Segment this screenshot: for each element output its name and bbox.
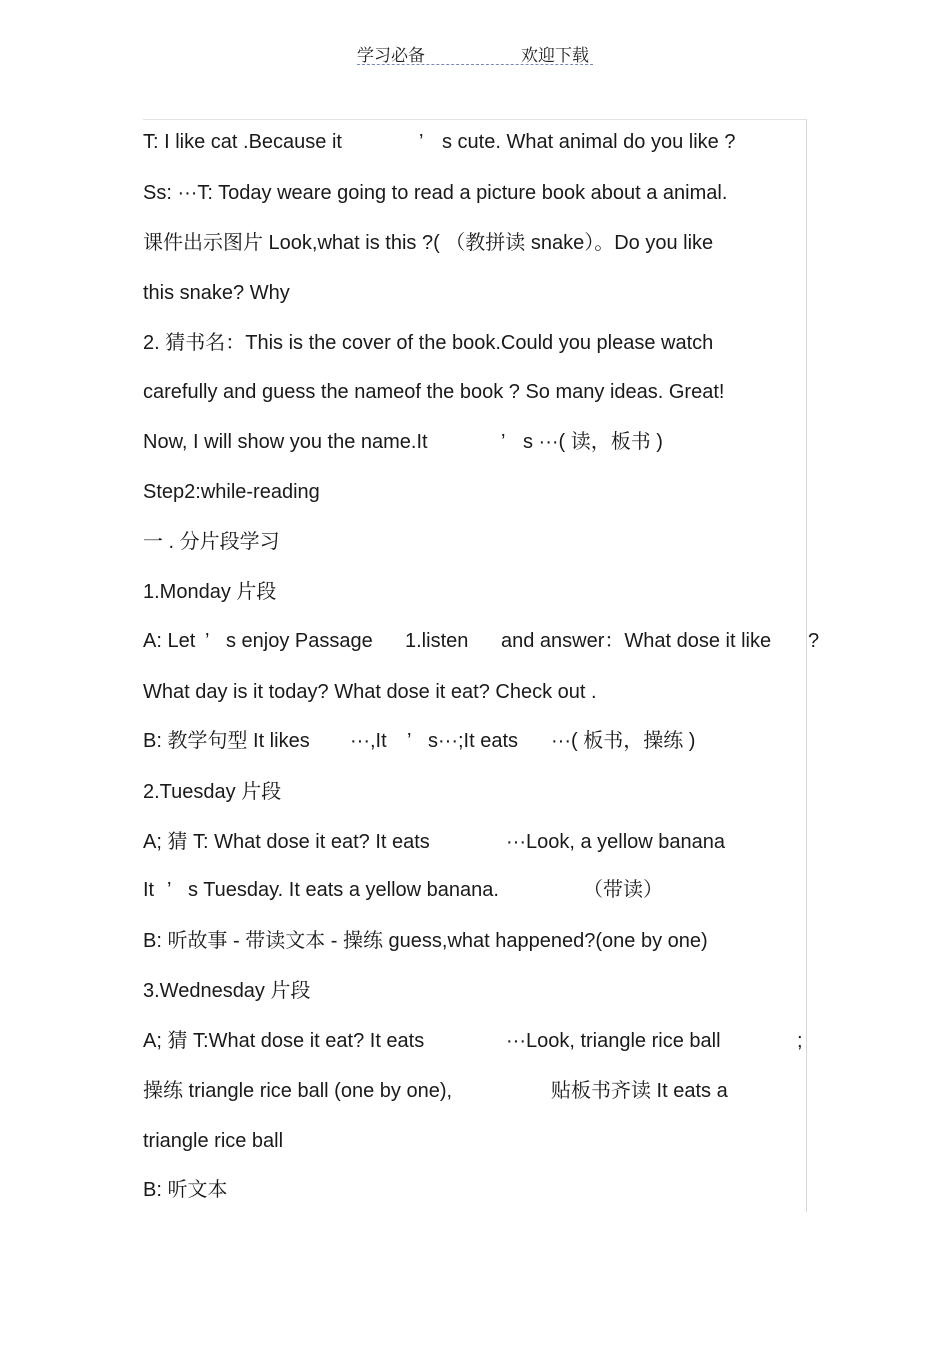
text-segment: ’ <box>419 131 424 153</box>
text-segment: ’ <box>205 630 210 652</box>
text-segment: s···;It eats <box>428 730 519 752</box>
text-segment: 1.Monday 片段 <box>143 581 277 603</box>
text-segment: ···Look, triangle rice ball <box>506 1030 721 1052</box>
text-segment: s cute. What animal do you like ? <box>442 131 736 153</box>
text-segment: ···Look, a yellow banana <box>506 831 726 853</box>
text-segment: 贴板书齐读 It eats a <box>551 1080 728 1102</box>
text-segment: s ···( 读，板书 ) <box>523 431 663 453</box>
text-segment: s enjoy Passage <box>226 630 373 652</box>
header-right-text: 欢迎下载 <box>521 46 589 65</box>
text-segment: Now, I will show you the name.It <box>143 431 428 453</box>
text-segment: 3.Wednesday 片段 <box>143 980 311 1002</box>
text-segment: B: 听文本 <box>143 1179 228 1201</box>
text-segment: （带读） <box>583 879 663 901</box>
text-segment: A; 猜 T:What dose it eat? It eats <box>143 1030 425 1052</box>
text-segment: B: 教学句型 It likes <box>143 730 310 752</box>
text-segment: ···( 板书，操练 ) <box>551 730 696 752</box>
text-segment: ···,It <box>350 730 387 752</box>
text-segment: 一 . 分片段学习 <box>143 531 280 553</box>
text-segment: 2.Tuesday 片段 <box>143 781 282 803</box>
text-segment: ; <box>797 1030 803 1052</box>
text-segment: It <box>143 879 155 901</box>
text-segment: What day is it today? What dose it eat? Check out . <box>143 681 597 703</box>
text-segment: A; 猜 T: What dose it eat? It eats <box>143 831 430 853</box>
text-segment: 1.listen <box>405 630 469 652</box>
text-segment: A: Let <box>143 630 196 652</box>
text-segment: carefully and guess the nameof the book ? So many ideas. Great! <box>143 381 725 403</box>
text-segment: ? <box>808 630 820 652</box>
header-left-text: 学习必备 <box>357 46 425 65</box>
text-segment: ’ <box>501 431 506 453</box>
text-segment: s Tuesday. It eats a yellow banana. <box>188 879 499 901</box>
text-segment: Ss: ···T: Today weare going to read a picture book about a animal. <box>143 182 728 204</box>
page-header <box>357 40 593 65</box>
text-segment: 课件出示图片 Look,what is this ?( （教拼读 snake）。Do you like <box>143 232 714 254</box>
text-segment: triangle rice ball <box>143 1130 284 1152</box>
text-segment: ’ <box>167 879 172 901</box>
text-segment: 操练 triangle rice ball (one by one), <box>143 1080 453 1102</box>
text-segment: B: 听故事 - 带读文本 - 操练 guess,what happened?(one by one) <box>143 930 708 952</box>
text-segment: T: I like cat .Because it <box>143 131 342 153</box>
text-segment: Step2:while-reading <box>143 481 320 503</box>
text-segment: this snake? Why <box>143 282 290 304</box>
text-segment: and answer：What dose it like <box>501 630 772 652</box>
text-segment: 2. 猜书名：This is the cover of the book.Could you please watch <box>143 332 714 354</box>
text-segment: ’ <box>407 730 412 752</box>
